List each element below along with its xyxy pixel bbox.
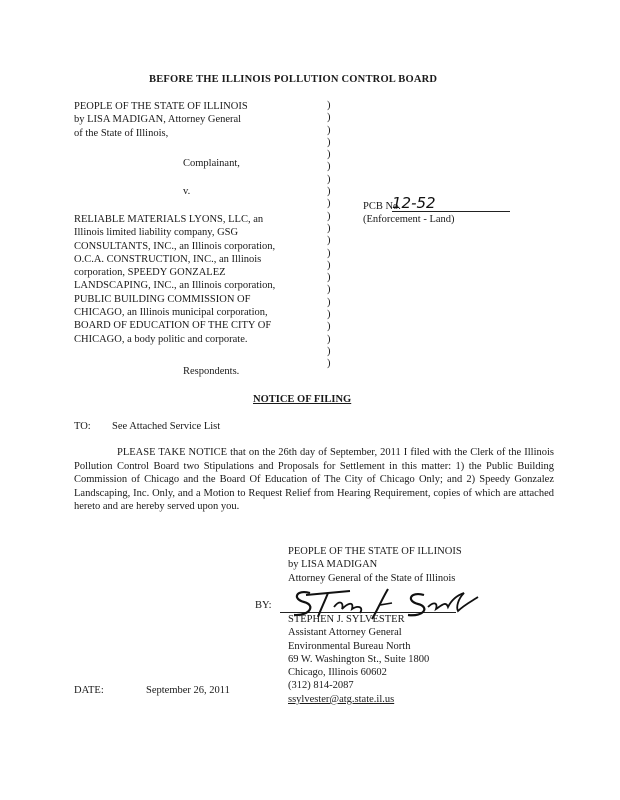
- respondent-line: PUBLIC BUILDING COMMISSION OF: [74, 293, 251, 305]
- paren: ): [327, 112, 331, 124]
- pcb-number: 12-52: [392, 194, 436, 212]
- versus-label: v.: [183, 186, 191, 197]
- notice-title: NOTICE OF FILING: [253, 394, 352, 405]
- paren: ): [327, 272, 331, 284]
- to-value: See Attached Service List: [112, 421, 221, 432]
- respondent-line: CHICAGO, a body politic and corporate.: [74, 333, 248, 345]
- by-label: BY:: [255, 600, 272, 611]
- respondent-line: O.C.A. CONSTRUCTION, INC., an Illinois: [74, 253, 262, 265]
- signer-bureau: Environmental Bureau North: [288, 640, 411, 652]
- complainant-line: by LISA MADIGAN, Attorney General: [74, 114, 242, 126]
- respondents-block: [74, 213, 275, 346]
- signer-name: STEPHEN J. SYLVESTER: [288, 614, 405, 625]
- signer-block: [288, 613, 429, 706]
- pcb-underline: [392, 211, 510, 212]
- case-type: (Enforcement - Land): [363, 214, 455, 225]
- paren: ): [327, 345, 331, 357]
- to-label: TO:: [74, 421, 91, 432]
- paren: ): [327, 186, 331, 198]
- paren: ): [327, 259, 331, 271]
- paren: ): [327, 284, 331, 296]
- party-line: PEOPLE OF THE STATE OF ILLINOIS: [288, 546, 462, 557]
- party-line: Attorney General of the State of Illinois: [288, 572, 456, 584]
- paren: ): [327, 124, 331, 136]
- respondent-line: BOARD OF EDUCATION OF THE CITY OF: [74, 320, 272, 332]
- pcb-label: PCB No.: [363, 201, 401, 212]
- paren: ): [327, 358, 331, 370]
- party-line: by LISA MADIGAN: [288, 559, 378, 571]
- complainant-label: Complainant,: [183, 158, 240, 169]
- paren: ): [327, 161, 331, 173]
- paren: ): [327, 149, 331, 161]
- notice-body-text: PLEASE TAKE NOTICE that on the 26th day of September, 2011 I filed with the Clerk of the Illinois Pollution Control Board two Stipulations and Proposals for Settlement in this matter: 1) the Public Building Commission of Chicago and the Board Of Education of The City of Chicago Only; and 2) Speedy Gonzalez Landscaping, Inc. Only, and a Motion to Request Relief from Hearing Requirement, copies of which are attached hereto and are hereby served upon you.: [74, 447, 554, 513]
- complainant-block: [74, 100, 248, 140]
- paren: ): [327, 198, 331, 210]
- paren: ): [327, 296, 331, 308]
- respondents-label: Respondents.: [183, 366, 240, 377]
- signer-phone: (312) 814-2087: [288, 680, 354, 692]
- notice-body: [74, 446, 554, 514]
- signer-title: Assistant Attorney General: [288, 627, 402, 639]
- paren: ): [327, 222, 331, 234]
- paren: ): [327, 309, 331, 321]
- date-value: September 26, 2011: [146, 685, 230, 696]
- caption-parens: [327, 100, 331, 371]
- signer-email-link[interactable]: ssylvester@atg.state.il.us: [288, 693, 395, 705]
- respondent-line: LANDSCAPING, INC., an Illinois corporation,: [74, 280, 276, 292]
- respondent-line: corporation, SPEEDY GONZALEZ: [74, 267, 226, 279]
- paren: ): [327, 333, 331, 345]
- respondent-line: CONSULTANTS, INC., an Illinois corporation,: [74, 240, 276, 252]
- paren: ): [327, 100, 331, 111]
- party-block: [288, 545, 462, 585]
- paren: ): [327, 247, 331, 259]
- signer-city: Chicago, Illinois 60602: [288, 667, 387, 679]
- date-label: DATE:: [74, 685, 104, 696]
- complainant-line: of the State of Illinois,: [74, 127, 169, 139]
- signer-street: 69 W. Washington St., Suite 1800: [288, 653, 430, 665]
- paren: ): [327, 210, 331, 222]
- board-heading: BEFORE THE ILLINOIS POLLUTION CONTROL BOARD: [149, 74, 438, 85]
- paren: ): [327, 173, 331, 185]
- respondent-line: RELIABLE MATERIALS LYONS, LLC, an: [74, 214, 264, 225]
- respondent-line: CHICAGO, an Illinois municipal corporation,: [74, 307, 268, 319]
- paren: ): [327, 321, 331, 333]
- respondent-line: Illinois limited liability company, GSG: [74, 227, 239, 239]
- paren: ): [327, 235, 331, 247]
- complainant-line: PEOPLE OF THE STATE OF ILLINOIS: [74, 101, 248, 112]
- paren: ): [327, 136, 331, 148]
